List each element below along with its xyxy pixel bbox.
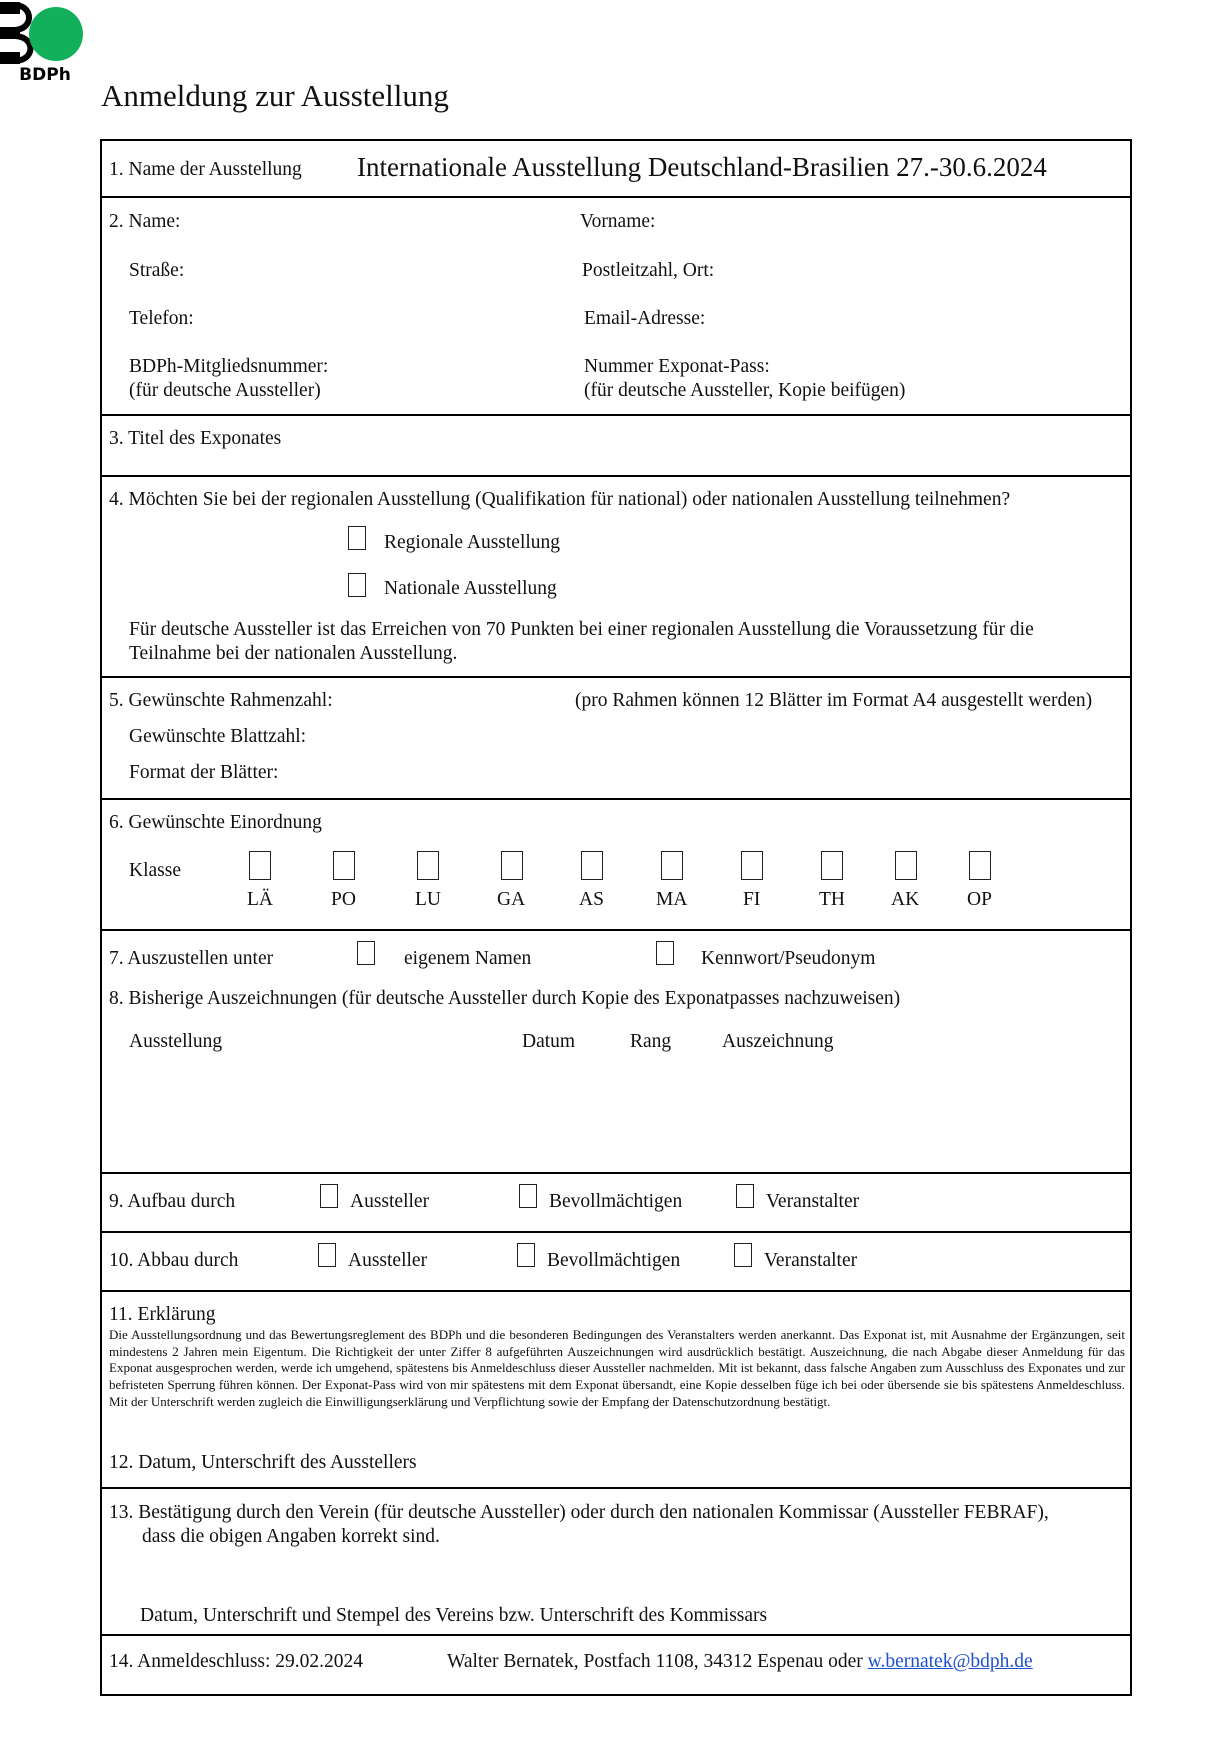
teardown-organizer-label: Veranstalter — [764, 1250, 858, 1271]
teardown-label: 10. Abbau durch — [109, 1250, 239, 1271]
class-label-fi: FI — [743, 889, 761, 910]
class-checkbox-ak[interactable] — [895, 851, 917, 880]
street-field-label[interactable]: Straße: — [129, 260, 185, 281]
participation-note-line2: Teilnahme bei der nationalen Ausstellung. — [129, 643, 458, 664]
class-checkbox-la[interactable] — [249, 851, 271, 880]
national-option-label: Nationale Ausstellung — [384, 578, 557, 599]
section-personal-data — [102, 198, 1130, 416]
pseudonym-checkbox[interactable] — [656, 941, 674, 965]
class-checkbox-as[interactable] — [581, 851, 603, 880]
exhibitor-signature-label[interactable]: 12. Datum, Unterschrift des Ausstellers — [109, 1452, 417, 1473]
setup-exhibitor-label: Aussteller — [350, 1191, 430, 1212]
exhibit-under-label: 7. Auszustellen unter — [109, 948, 274, 969]
teardown-exhibitor-label: Aussteller — [348, 1250, 428, 1271]
teardown-exhibitor-checkbox[interactable] — [318, 1243, 336, 1267]
confirmation-line1: 13. Bestätigung durch den Verein (für deutsche Aussteller) oder durch den nationalen Kommissar (Aussteller FEBRAF), — [109, 1502, 1049, 1523]
member-number-field-label[interactable]: BDPh-Mitgliedsnummer: — [129, 356, 329, 377]
participation-note-line1: Für deutsche Aussteller ist das Erreichen von 70 Punkten bei einer regionalen Ausstellung die Voraussetzung für die — [129, 619, 1034, 640]
awards-col-rank: Rang — [630, 1031, 672, 1052]
class-checkbox-lu[interactable] — [417, 851, 439, 880]
teardown-authorized-label: Bevollmächtigen — [547, 1250, 681, 1271]
club-signature-label[interactable]: Datum, Unterschrift und Stempel des Vereins bzw. Unterschrift des Kommissars — [140, 1605, 768, 1626]
setup-organizer-label: Veranstalter — [766, 1191, 860, 1212]
exhibition-name-value: Internationale Ausstellung Deutschland-Brasilien 27.-30.6.2024 — [357, 152, 1047, 182]
section-club-confirmation — [102, 1489, 1130, 1636]
section-exhibit-title — [102, 416, 1130, 477]
logo-text: BDPh — [19, 65, 71, 82]
registration-form — [100, 139, 1132, 1696]
class-checkbox-op[interactable] — [969, 851, 991, 880]
class-label: Klasse — [129, 860, 181, 881]
setup-organizer-checkbox[interactable] — [736, 1184, 754, 1208]
class-label-th: TH — [819, 889, 845, 910]
frame-count-field-label[interactable]: 5. Gewünschte Rahmenzahl: — [109, 690, 333, 711]
class-checkbox-fi[interactable] — [741, 851, 763, 880]
class-label-ma: MA — [656, 889, 688, 910]
frame-count-note: (pro Rahmen können 12 Blätter im Format A4 ausgestellt werden) — [575, 690, 1093, 711]
classification-label: 6. Gewünschte Einordnung — [109, 812, 322, 833]
phone-field-label[interactable]: Telefon: — [129, 308, 194, 329]
national-checkbox[interactable] — [348, 573, 366, 597]
contact-email-link[interactable]: w.bernatek@bdph.de — [867, 1651, 1033, 1672]
regional-checkbox[interactable] — [348, 526, 366, 550]
section-participation — [102, 477, 1130, 678]
class-label-lu: LU — [415, 889, 441, 910]
section-classification — [102, 800, 1130, 931]
setup-authorized-checkbox[interactable] — [519, 1184, 537, 1208]
awards-col-award: Auszeichnung — [722, 1031, 834, 1052]
section-frames — [102, 678, 1130, 800]
section-exhibition-name — [102, 141, 1130, 198]
contact-text: Walter Bernatek, Postfach 1108, 34312 Espenau oder — [447, 1651, 863, 1672]
exhibition-name-label: 1. Name der Ausstellung — [109, 159, 302, 180]
logo-green-circle — [29, 7, 83, 61]
page-title: Anmeldung zur Ausstellung — [101, 78, 449, 113]
section-declaration — [102, 1292, 1130, 1489]
vorname-field-label[interactable]: Vorname: — [580, 211, 656, 232]
section-deadline — [102, 1636, 1130, 1696]
section-exhibit-name-and-awards — [102, 931, 1130, 1174]
teardown-authorized-checkbox[interactable] — [517, 1243, 535, 1267]
confirmation-line2: dass die obigen Angaben korrekt sind. — [142, 1526, 440, 1547]
class-checkbox-po[interactable] — [333, 851, 355, 880]
postal-city-field-label[interactable]: Postleitzahl, Ort: — [582, 260, 715, 281]
bdph-logo — [0, 0, 90, 82]
class-label-po: PO — [331, 889, 356, 910]
class-checkbox-ma[interactable] — [661, 851, 683, 880]
pseudonym-option-label: Kennwort/Pseudonym — [701, 948, 876, 969]
name-field-label[interactable]: 2. Name: — [109, 211, 181, 232]
class-label-ak: AK — [891, 889, 920, 910]
participation-question: 4. Möchten Sie bei der regionalen Ausstellung (Qualifikation für national) oder nationalen Ausstellung teilnehmen? — [109, 489, 1011, 510]
email-field-label[interactable]: Email-Adresse: — [584, 308, 706, 329]
sheet-count-field-label[interactable]: Gewünschte Blattzahl: — [129, 726, 307, 747]
class-checkbox-th[interactable] — [821, 851, 843, 880]
exponat-pass-note: (für deutsche Aussteller, Kopie beifügen) — [584, 380, 906, 401]
class-label-ga: GA — [497, 889, 526, 910]
declaration-label: 11. Erklärung — [109, 1304, 216, 1325]
section-setup — [102, 1174, 1130, 1233]
class-checkbox-ga[interactable] — [501, 851, 523, 880]
logo-b-arc — [14, 2, 32, 33]
teardown-organizer-checkbox[interactable] — [734, 1243, 752, 1267]
setup-label: 9. Aufbau durch — [109, 1191, 236, 1212]
awards-col-date: Datum — [522, 1031, 576, 1052]
exhibit-title-field-label[interactable]: 3. Titel des Exponates — [109, 428, 282, 449]
own-name-option-label: eigenem Namen — [404, 948, 532, 969]
deadline-label: 14. Anmeldeschluss: 29.02.2024 — [109, 1651, 364, 1672]
member-number-note: (für deutsche Aussteller) — [129, 380, 321, 401]
exponat-pass-field-label[interactable]: Nummer Exponat-Pass: — [584, 356, 770, 377]
own-name-checkbox[interactable] — [357, 941, 375, 965]
declaration-text: Die Ausstellungsordnung und das Bewertungsreglement des BDPh und die besonderen Bedingungen des Veranstalters werden anerkannt. Das Exponat ist, mit Ausnahme der Ergänzungen, seit mindestens 2 Jahren mein Eigentum. Die Richtigkeit der unter Ziffer 8 aufgeführten Auszeichnungen wird ausdrücklich bestätigt. Auszeichnung, die nach Abgabe dieser Anmeldung für das Exponat ausgesprochen werden, werde ich umgehend, spätestens bis Anmeldeschluss dieser Aussteller nachmelden. Mit ist bekannt, dass falsche Angaben zum Ausschluss des Exponates und zur befristeten Sperrung führen können. Der Exponat-Pass wird von mir spätestens mit dem Exponat übersandt, eine Kopie desselben füge ich bei oder übersende sie bis spätestens Anmeldeschluss. Mit der Unterschrift werden zugleich die Einwilligungserklärung und Verpflichtung sowie der Empfang der Datenschutzordnung bestätigt. — [109, 1327, 1125, 1409]
setup-exhibitor-checkbox[interactable] — [320, 1184, 338, 1208]
regional-option-label: Regionale Ausstellung — [384, 532, 561, 553]
class-label-la: LÄ — [247, 889, 273, 910]
awards-col-exhibition: Ausstellung — [129, 1031, 223, 1052]
sheet-format-field-label[interactable]: Format der Blätter: — [129, 762, 279, 783]
class-label-as: AS — [579, 889, 604, 910]
contact-address — [447, 1651, 1033, 1673]
class-label-op: OP — [967, 889, 992, 910]
section-teardown — [102, 1233, 1130, 1292]
setup-authorized-label: Bevollmächtigen — [549, 1191, 683, 1212]
awards-label: 8. Bisherige Auszeichnungen (für deutsche Aussteller durch Kopie des Exponatpasses nachzuweisen) — [109, 988, 901, 1009]
